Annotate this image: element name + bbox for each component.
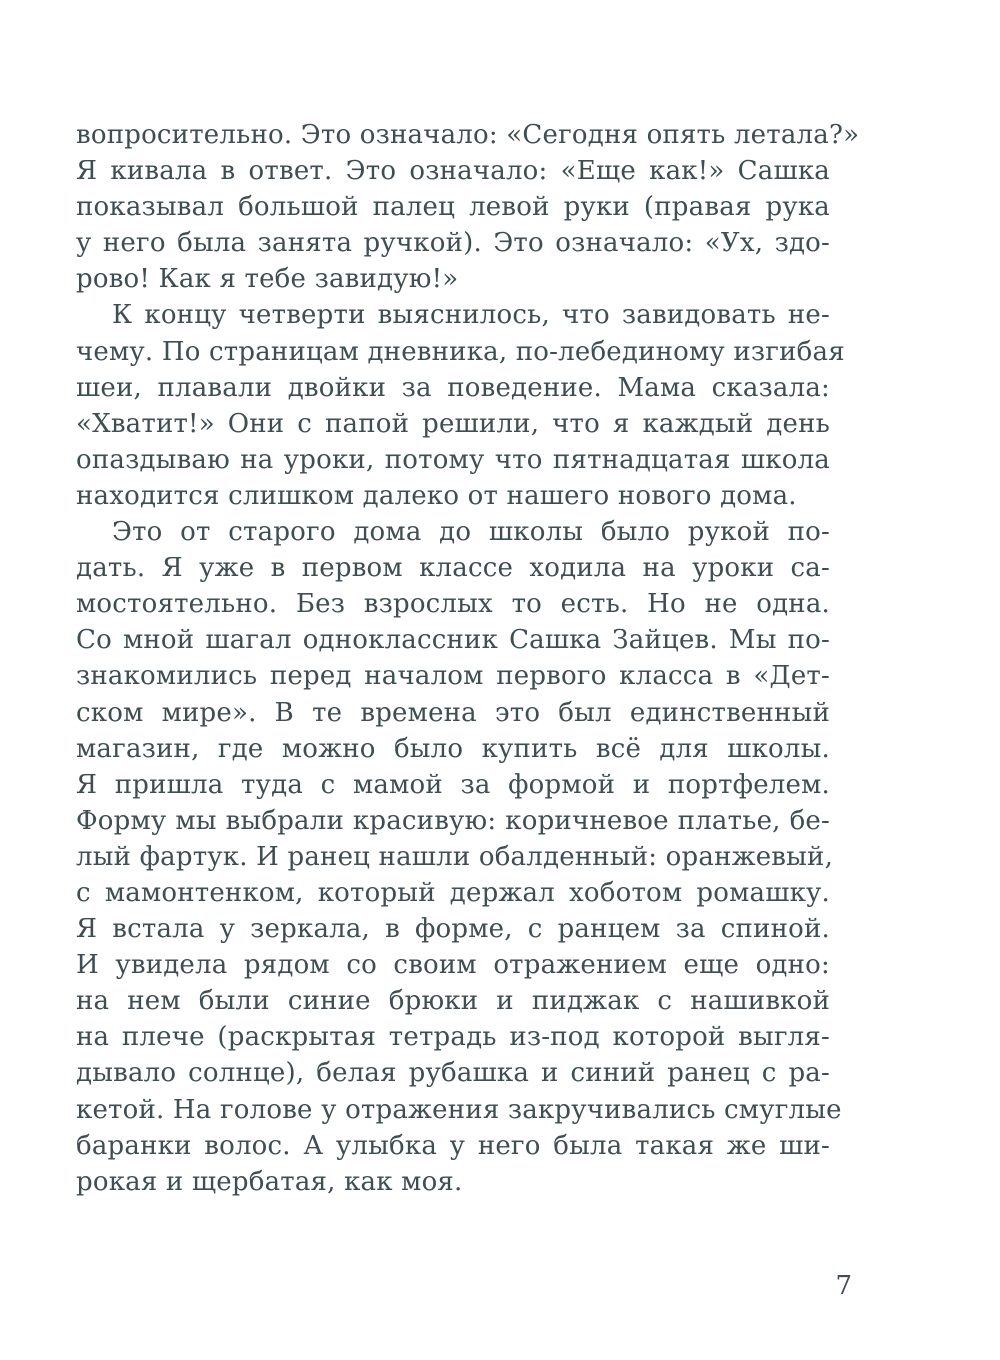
text-line: баранки волос. А улыбка у него была такая же ши- <box>76 1130 830 1161</box>
text-line: Со мной шагал одноклассник Сашка Зайцев. Мы по- <box>76 625 830 656</box>
text-line: рокая и щербатая, как моя. <box>76 1166 463 1197</box>
text-line: Форму мы выбрали красивую: коричневое платье, бе- <box>76 805 830 836</box>
text-line: К концу четверти выяснилось, что завидовать не- <box>112 300 830 331</box>
text-line: на плече (раскрытая тетрадь из-под которой выгля- <box>76 1022 830 1053</box>
text-line: магазин, где можно было купить всё для школы. <box>76 733 830 764</box>
text-line: дать. Я уже в первом классе ходила на уроки са- <box>76 553 830 584</box>
text-line: вопросительно. Это означало: «Сегодня опять летала?» <box>76 120 860 150</box>
paragraph-1 <box>76 117 860 297</box>
text-line: с мамонтенком, который держал хоботом ромашку. <box>76 877 830 908</box>
paragraph-2 <box>76 297 845 514</box>
text-line: дывало солнце), белая рубашка и синий ранец с ра- <box>76 1058 830 1089</box>
text-line: рово! Как я тебе завидую!» <box>76 264 459 295</box>
text-line: «Хватит!» Они с папой решили, что я каждый день <box>76 408 830 439</box>
text-line: Я пришла туда с мамой за формой и портфелем. <box>76 769 830 800</box>
text-line: лый фартук. И ранец нашли обалденный: оранжевый, <box>76 841 834 872</box>
text-line: Я кивала в ответ. Это означало: «Еще как!» Сашка <box>76 156 830 187</box>
body-text <box>76 117 860 1200</box>
text-line: Я встала у зеркала, в форме, с ранцем за спиной. <box>76 914 830 945</box>
page-number: 7 <box>835 1271 852 1301</box>
text-line: И увидела рядом со своим отражением еще одно: <box>76 950 830 981</box>
text-line: показывал большой палец левой руки (правая рука <box>76 192 830 223</box>
text-line: на нем были синие брюки и пиджак с нашивкой <box>76 986 830 1017</box>
text-line: шеи, плавали двойки за поведение. Мама сказала: <box>76 372 830 403</box>
text-line: знакомились перед началом первого класса в «Дет- <box>76 661 830 692</box>
text-line: опаздываю на уроки, потому что пятнадцатая школа <box>76 444 830 475</box>
text-line: находится слишком далеко от нашего нового дома. <box>76 480 797 511</box>
text-line: чему. По страницам дневника, по-лебединому изгибая <box>76 336 845 367</box>
paragraph-3 <box>76 514 842 1200</box>
text-line: кетой. На голове у отражения закручивались смуглые <box>76 1094 842 1125</box>
text-line: мостоятельно. Без взрослых то есть. Но не одна. <box>76 589 830 620</box>
text-line: Это от старого дома до школы было рукой по- <box>112 517 830 548</box>
text-line: у него была занята ручкой). Это означало: «Ух, здо- <box>76 228 830 259</box>
text-line: ском мире». В те времена это был единственный <box>76 697 830 728</box>
